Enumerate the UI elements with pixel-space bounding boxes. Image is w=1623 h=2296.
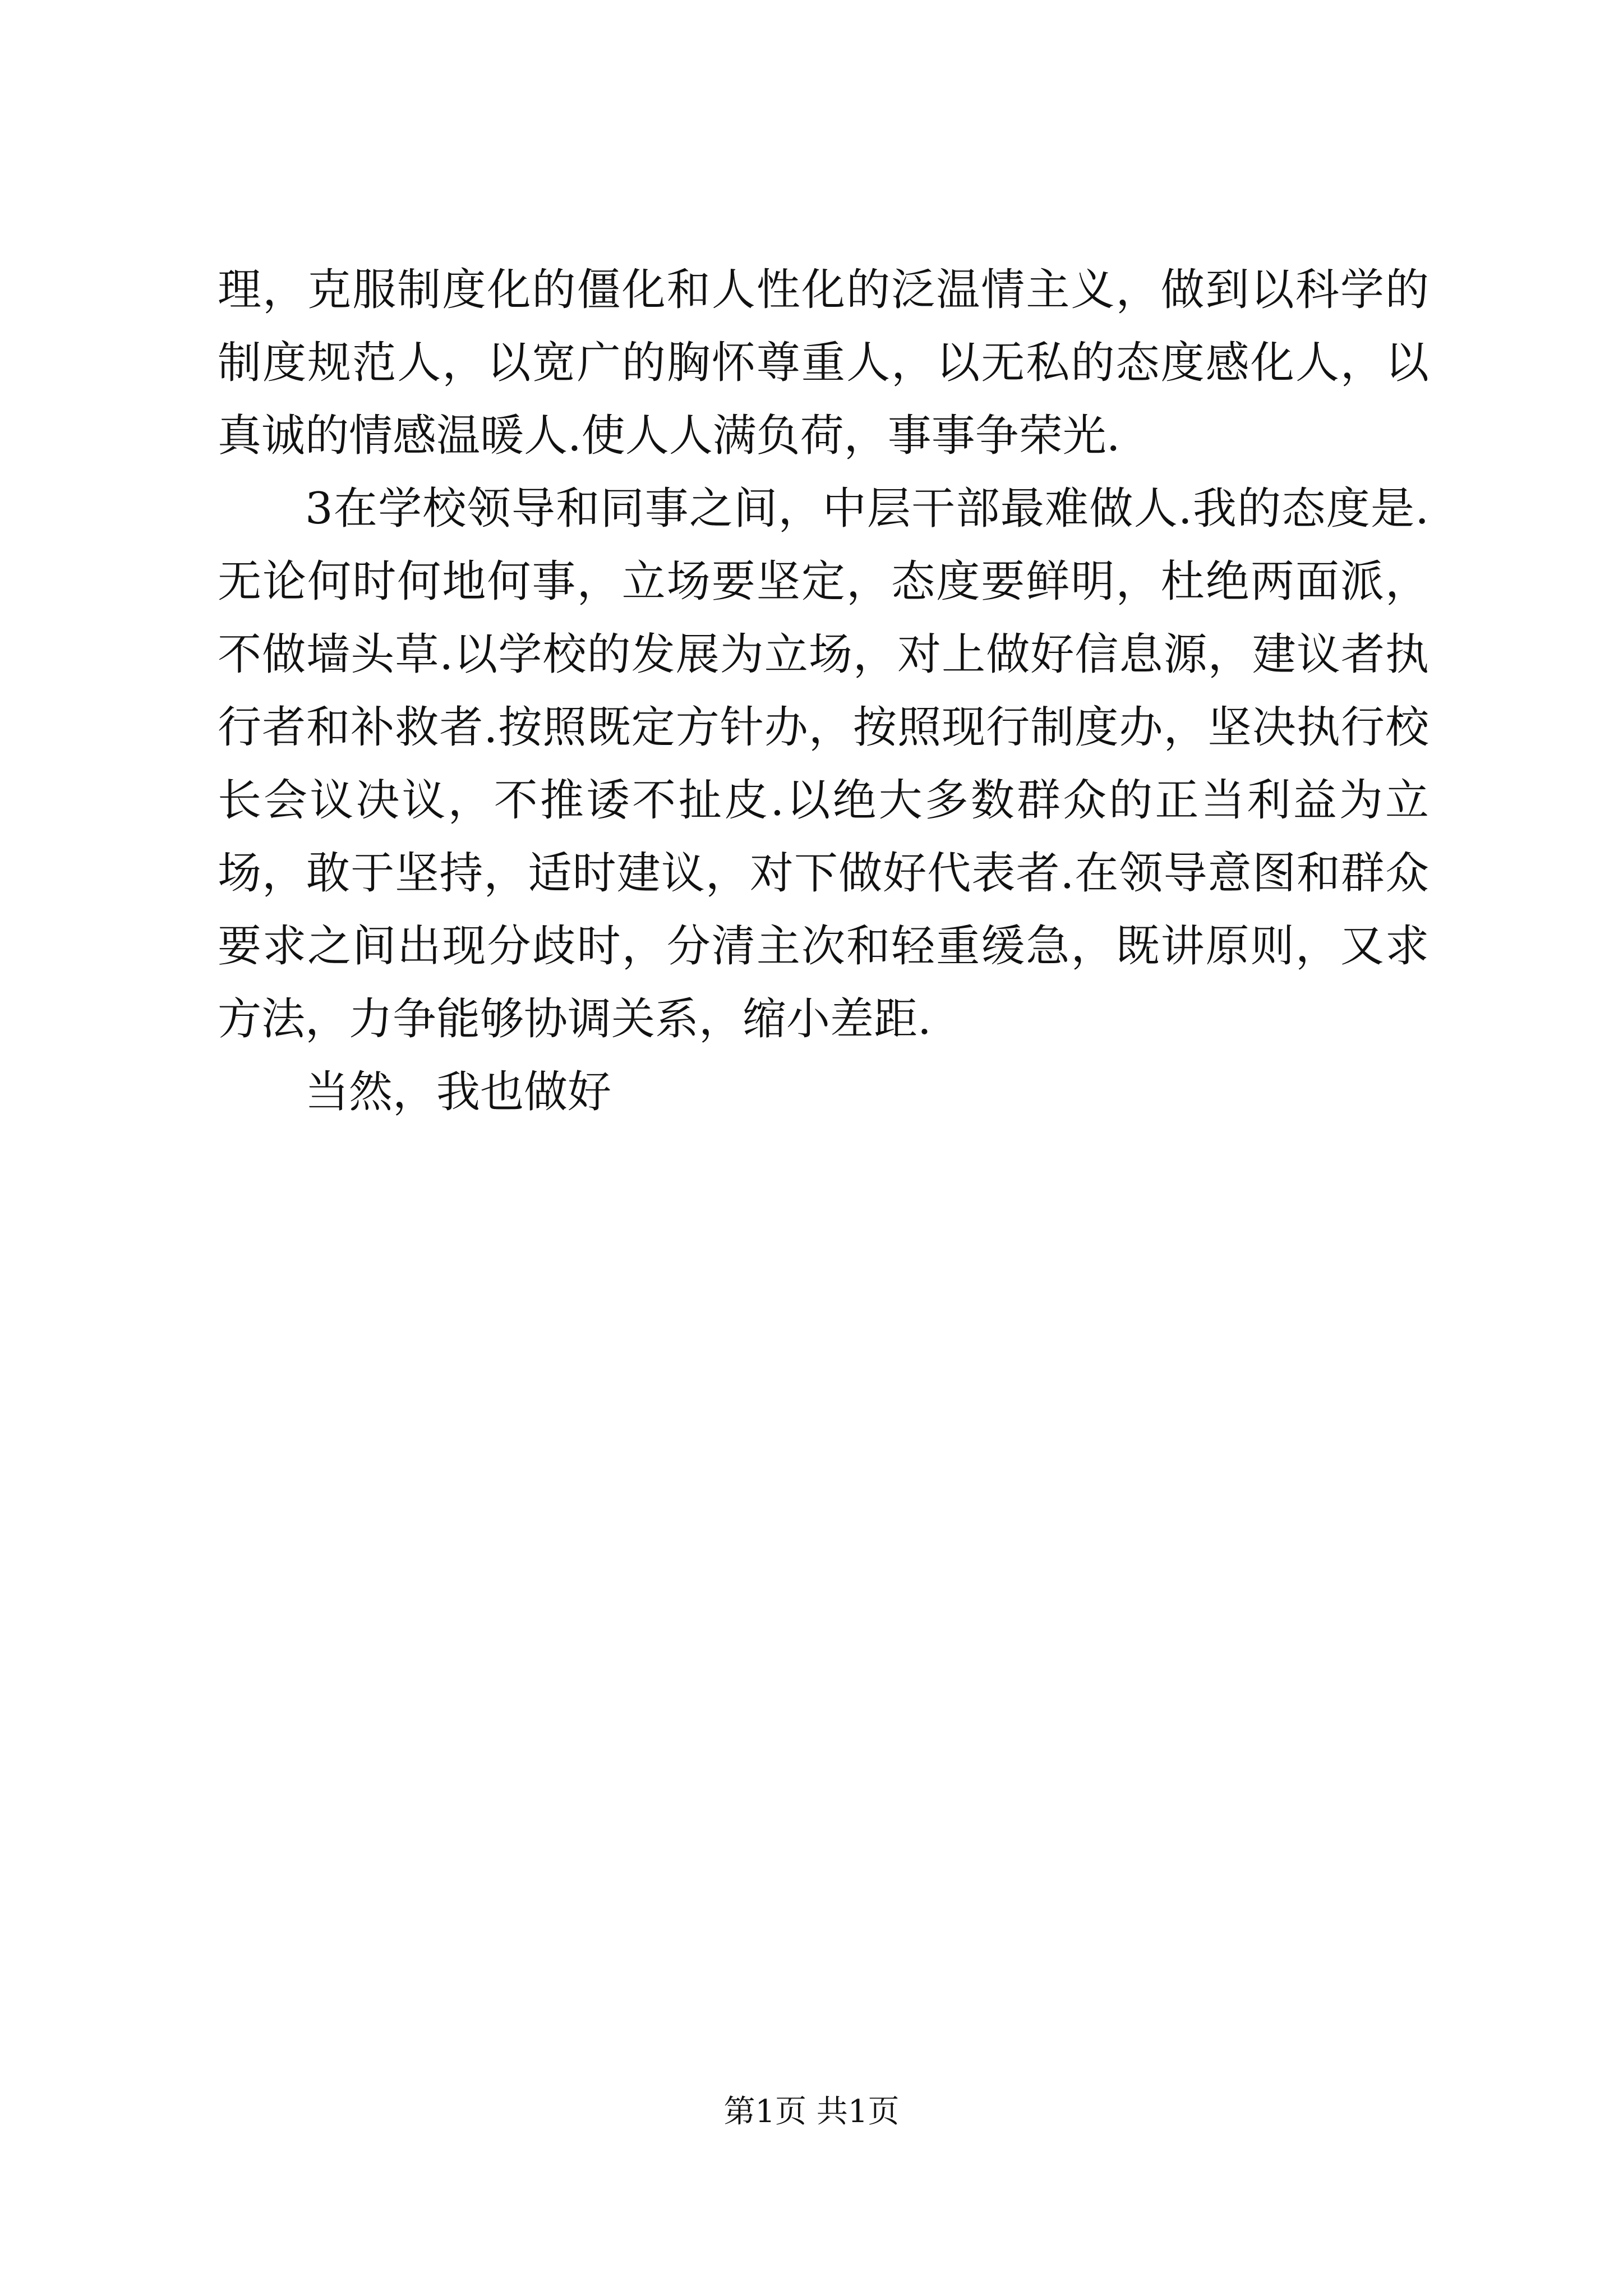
page-footer: 第1页 共1页	[723, 2093, 900, 2130]
paragraph-continuation: 理，克服制度化的僵化和人性化的泛温情主义，做到以科学的制度规范人，以宽广的胸怀尊重人，以无私的态度感化人，以真诚的情感温暖人.使人人满负荷，事事争荣光.	[218, 265, 1429, 461]
paragraph-final: 当然，我也做好	[305, 1067, 612, 1117]
document-body	[218, 254, 1429, 1129]
paragraph-3: 3在学校领导和同事之间，中层干部最难做人.我的态度是.无论何时何地何事，立场要坚定，态度要鲜明，杜绝两面派，不做墙头草.以学校的发展为立场，对上做好信息源，建议者执行者和补救者.按照既定方针办，按照现行制度办，坚决执行校长会议决议，不推诿不扯皮.以绝大多数群众的正当利益为立场，敢于坚持，适时建议，对下做好代表者.在领导意图和群众要求之间出现分歧时，分清主次和轻重缓急，既讲原则，又求方法，力争能够协调关系，缩小差距.	[218, 484, 1429, 1045]
